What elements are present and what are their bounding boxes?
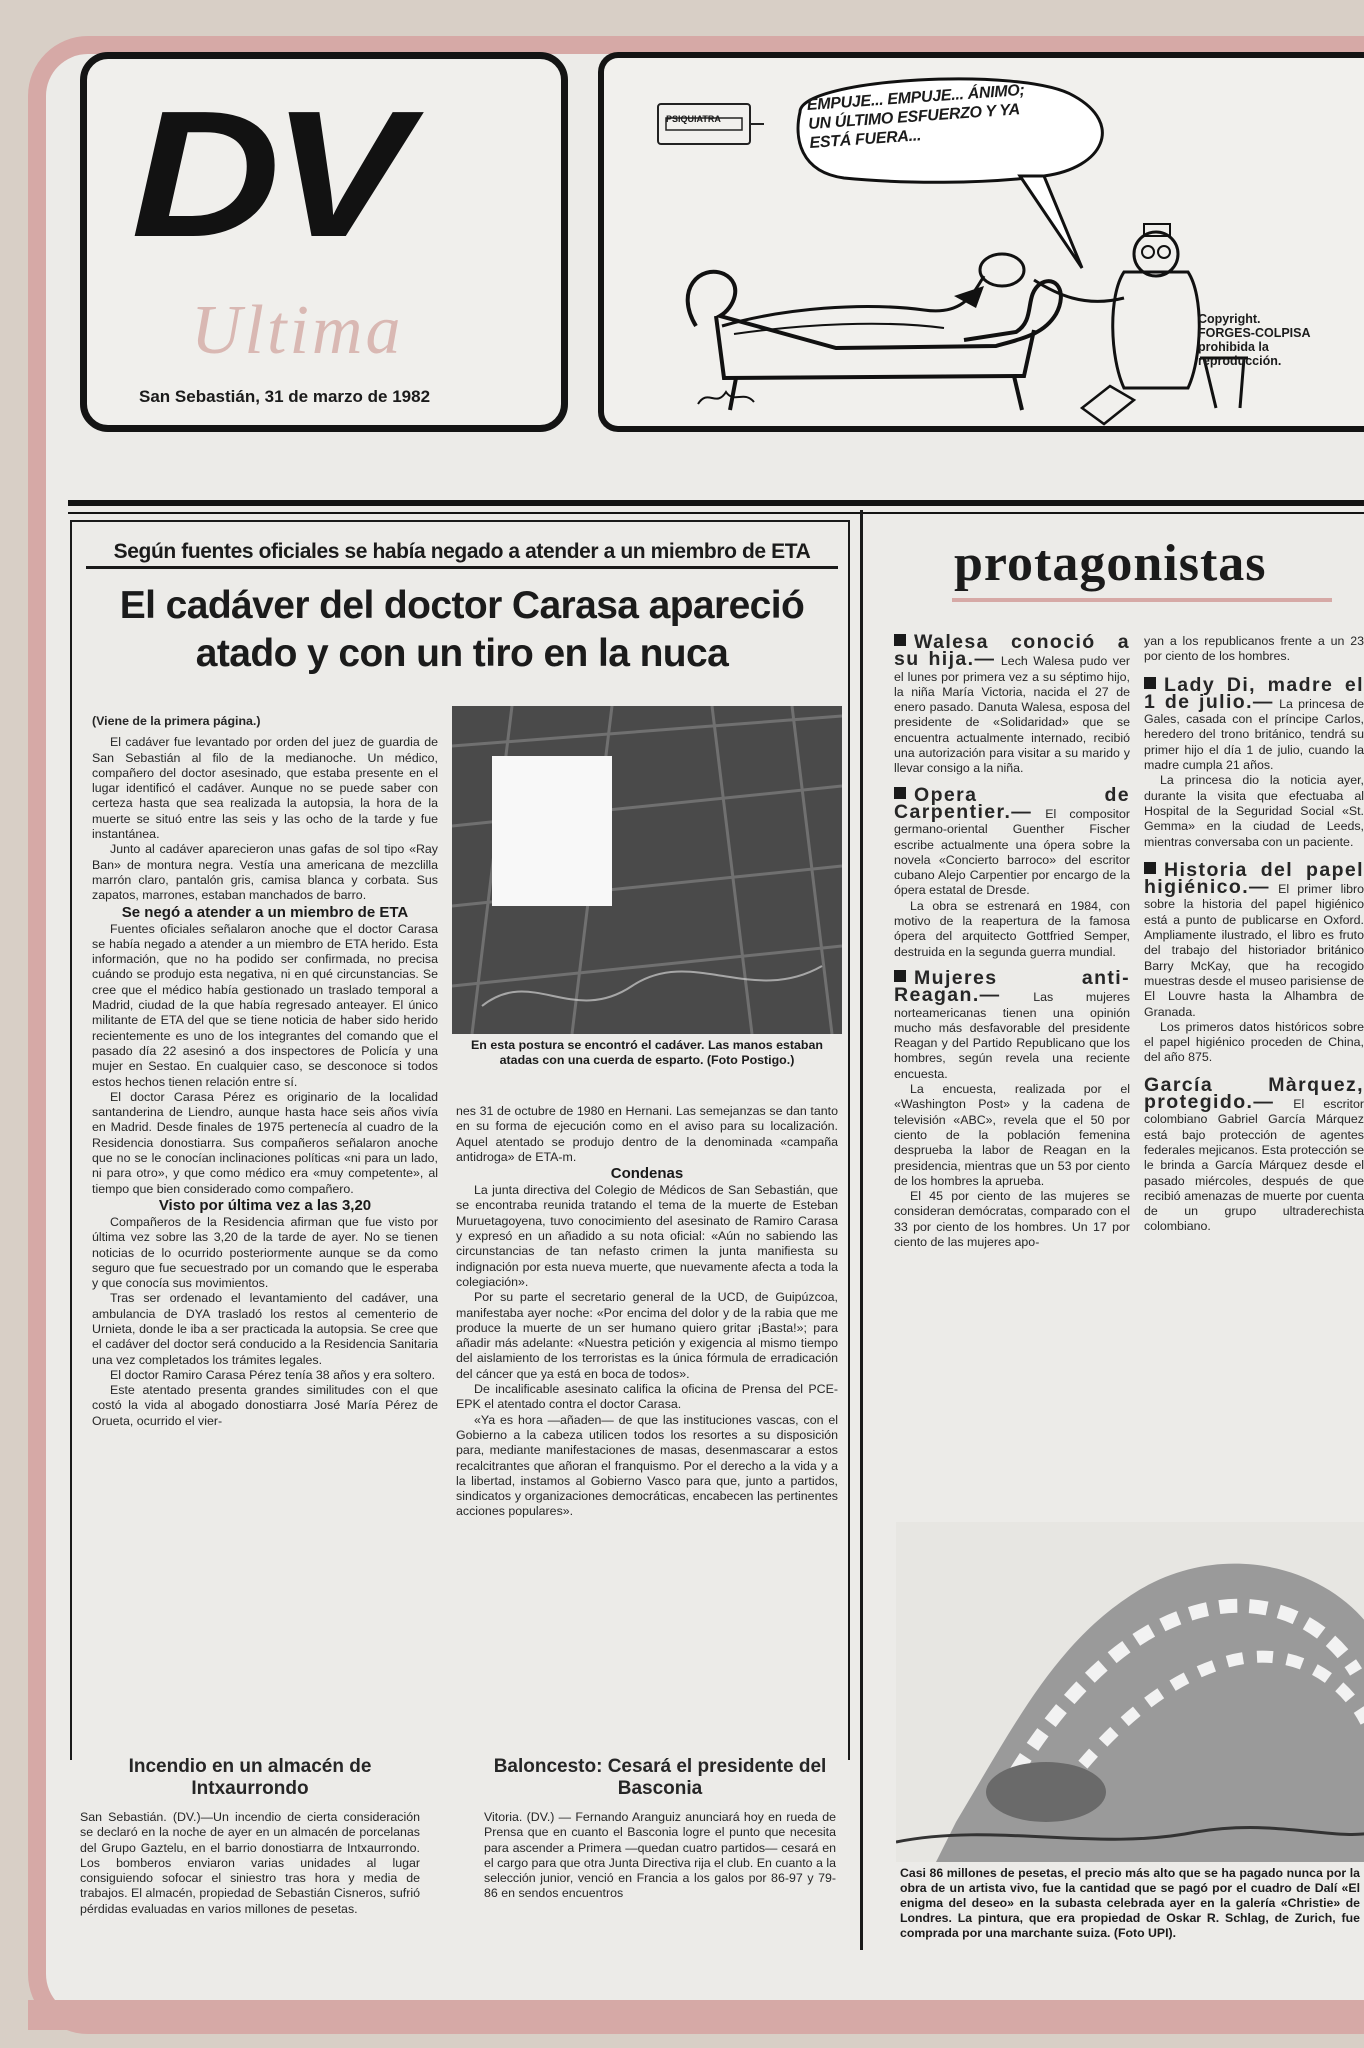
section-rule-thin — [68, 512, 1364, 514]
item-body: Los primeros datos históricos sobre el papel higiénico proceden de China, del año 875. — [1144, 1019, 1364, 1065]
paragraph: nes 31 de octubre de 1980 en Hernani. Las semejanzas se dan tanto en su forma de ejecución como en el aviso para su localización. Aquel atentado se produjo dentro de la denominada «campaña antidroga» de ETA-m. — [456, 1104, 838, 1164]
news-item-garcia-marquez — [1144, 1073, 1364, 1235]
psychiatrist-sign: PSIQUIATRA — [666, 114, 721, 124]
item-title: Opera de Carpentier.— — [894, 783, 1130, 823]
paragraph: El doctor Ramiro Carasa Pérez tenía 38 años y era soltero. — [110, 1367, 436, 1382]
dali-painting-photo — [896, 1522, 1364, 1862]
paragraph: La junta directiva del Colegio de Médicos de San Sebastián, que se encontraba reunida tratando el tema de la muerte de Esteban Muruetagoyena, tuvo conocimiento del asesinato de Ramiro Carasa y expresó en un añadido a su nota oficial: «Aún no sabiendo las circunstancias de tan nefasto crimen la junta manifiesta su indignación por esta nueva muerte, que nuevamente afecta a toda la colegiación». — [456, 1183, 838, 1289]
item-title: Historia del papel higiénico.— — [1144, 858, 1364, 899]
headline-line: atado y con un tiro en la nuca — [195, 632, 729, 675]
news-item-lady-di — [1144, 673, 1364, 774]
paragraph: Tras ser ordenado el levantamiento del cadáver, una ambulancia de DYA trasladó los restos al cementerio de Urnieta, donde le iba a ser practicada la autopsia. Se cree que el cadáver del doctor será conducido a la Residencia Sanitaria una vez completados los trámites legales. — [92, 1291, 438, 1367]
brief-body: Vitoria. (DV.) — Fernando Aranguiz anunciará hoy en rueda de Prensa que en cuanto el Basconia logre el punto que necesita para ascender a Primera —quedan cuatro partidos— cesará en el cargo para que otra Junta Directiva rija el club. En cuanto a la selección junior, venció en Francia a los galos por 86-97 y 79-86 en sendos encuentros — [484, 1810, 836, 1901]
column-divider — [860, 510, 863, 1950]
bullet-icon — [894, 970, 906, 982]
bullet-icon — [1144, 677, 1156, 689]
brief-title: Baloncesto: Cesará el presidente del Basconia — [493, 1756, 827, 1799]
news-item-opera — [894, 783, 1130, 899]
brief-fire — [80, 1756, 420, 1956]
brief-body: San Sebastián. (DV.)—Un incendio de cierta consideración se declaró en la noche de ayer en un almacén de porcelanas del Grupo Gaztelu, en el barrio donostiarra de Intxaurrondo. Los bomberos enviaron varias unidades al lugar consiguiendo sofocar el siniestro tras hora y media de trabajos. El almacén, propiedad de Sebastián Cisneros, sufrió pérdidas evaluadas en varios millones de pesetas. — [80, 1810, 420, 1916]
page-border-bottom — [28, 2000, 1364, 2030]
protagonistas-underline — [952, 598, 1332, 602]
main-article — [70, 520, 850, 1760]
copyright-line: FORGES-COLPISA — [1198, 326, 1311, 340]
item-title: García Màrquez, protegido.— — [1144, 1073, 1364, 1114]
item-body: yan a los republicanos frente a un 23 por ciento de los hombres. — [1144, 634, 1364, 664]
subheading: Visto por última vez a las 3,20 — [158, 1196, 372, 1214]
copyright-line: reproducción. — [1198, 354, 1282, 368]
crime-scene-photo — [452, 706, 842, 1034]
paragraph: El cadáver fue levantado por orden del juez de guardia de San Sebastián al filo de la medianoche. Un médico, compañero del doctor asesinado, que estaba presente en el lugar identificó el cadáver. Aunque no se puede saber con certeza hasta que sea realizada la autopsia, la hora de la muerte se situó entre las seis y las ocho de la tarde y fue instantánea. — [92, 735, 438, 842]
article-column-2 — [456, 1104, 838, 1520]
article-column-1 — [92, 714, 438, 1429]
bullet-icon — [894, 634, 906, 646]
item-title: Lady Di, madre el 1 de julio.— — [1144, 673, 1364, 713]
paragraph: Compañeros de la Residencia afirman que fue visto por última vez sobre las 3,20 de la tarde de ayer. No se tienen noticias de lo ocurrido posteriormente aunque se da como seguro que fue secuestrado por un comando que le esperaba y que conocía sus movimientos. — [92, 1214, 438, 1291]
copyright-line: prohibida la — [1198, 340, 1269, 354]
section-rule — [68, 500, 1364, 506]
protagonistas-title: protagonistas — [954, 535, 1267, 592]
item-body: El escritor colombiano Gabriel García Márquez está bajo protección de agentes federales mejicanos. Esta protección se le brinda a García Márquez desde el pasado miércoles, después de que recibió amenazas de muerte por cuenta de un grupo ultraderechista colombiano. — [1144, 1097, 1364, 1234]
brief-basketball — [484, 1756, 836, 1956]
item-body: La princesa de Gales, casada con el príncipe Carlos, heredero del trono británico, tendrá su primer hijo el día 1 de julio, cuando la madre cumpla 21 años. — [1144, 696, 1364, 773]
item-body: El primer libro sobre la historia del papel higiénico está a punto de publicarse en Oxford. Ampliamente ilustrado, el libro es fruto del trabajo del historiador británico Barry McKay, que ha recogido muestras desde el museo parisiense de El Louvre hasta la Alhambra de Granada. — [1144, 882, 1364, 1019]
headline-line: El cadáver del doctor Carasa apareció — [119, 584, 805, 627]
dateline: San Sebastián, 31 de marzo de 1982 — [139, 387, 431, 406]
photo-caption: En esta postura se encontró el cadáver. Las manos estaban atadas con una cuerda de esparto. (Foto Postigo.) — [471, 1038, 823, 1067]
paragraph: De incalificable asesinato califica la oficina de Prensa del PCE-EPK el atentado contra el doctor Carasa. — [456, 1382, 838, 1412]
paragraph: El doctor Carasa Pérez es originario de la localidad santanderina de Liendro, aunque hasta hace seis años vivía en Madrid. Desde finales de 1975 pertenecía al cuadro de la Residencia donostiarra. Sus compañeros señalaron anoche que no se le conocían inclinaciones políticas «ni para un lado, ni para otro», y que como médico era «muy competente», al tiempo que bien considerado como compañero. — [92, 1089, 438, 1196]
item-body: La obra se estrenará en 1984, con motivo de la reapertura de la famosa ópera del arquitecto Gottfried Semper, destruida en la segunda guerra mundial. — [894, 898, 1130, 959]
subheading: Condenas — [610, 1165, 684, 1183]
item-body: La princesa dio la noticia ayer, durante la visita que efectuaba al Hospital de la Seguridad Social «St. Gemma» en la ciudad de Leeds, mientras conversaba con un paciente. — [1144, 773, 1364, 849]
news-item-papel — [1144, 858, 1364, 1020]
cartoon-copyright — [1198, 312, 1364, 368]
cartoon-speech-bubble: EMPUJE... EMPUJE... ÁNIMO; UN ÚLTIMO ESFUERZO Y YA ESTÁ FUERA... — [806, 81, 1026, 152]
item-body: La encuesta, realizada por el «Washington Post» y la cadena de televisión «ABC», revela que el 50 por ciento de la población femenina desprueba la labor de Reagan en la presidencia, mientras que un 53 por ciento de los hombres la aprueba. — [894, 1082, 1130, 1188]
news-item-walesa — [894, 631, 1130, 777]
from-front-note: (Viene de la primera página.) — [92, 714, 261, 728]
paragraph: Fuentes oficiales señalaron anoche que el doctor Carasa se había negado a atender a un miembro de ETA herido. Esta información, que no ha podido ser confirmada, no precisa cuándo se produjo esta negativa, ni en qué circunstancias. Se cree que el médico había gestionado un traslado temporal a Madrid, ciudad de la que había regresado anteayer. El único militante de ETA del que se tiene noticia de haber sido herido recientemente es uno de los integrantes del comando que el pasado día 22 asesinó a dos inspectores de Policía y una mujer en Sestao. En cualquier caso, se desconoce si todos estos hechos tienen relación entre sí. — [92, 921, 438, 1089]
article-kicker: Según fuentes oficiales se había negado a atender a un miembro de ETA — [86, 540, 838, 569]
item-body: Las mujeres norteamericanas tienen una opinión mucho más desfavorable del presidente Reagan y del Partido Republicano que los hombres, según revela una reciente encuesta. — [894, 990, 1130, 1081]
masthead-logo: DV — [131, 74, 401, 275]
item-title: Walesa conoció a su hija.— — [894, 631, 1130, 671]
article-headline — [92, 582, 832, 678]
item-title: Mujeres anti-Reagan.— — [894, 966, 1130, 1007]
painting-illustration — [896, 1522, 1364, 1862]
item-body: Lech Walesa pudo ver el lunes por primera vez a su séptimo hijo, la niña María Victoria, nacida el 27 de enero pasado. Danuta Walesa, esposa del presidente de «Solidaridad» que se encuentra actualmente internado, recibió una autorización para visitar a su marido y llevar consigo a la niña. — [894, 654, 1130, 776]
photo-texture — [452, 706, 842, 1034]
subheading: Se negó a atender a un miembro de ETA — [121, 903, 409, 921]
protagonistas-column-1 — [894, 631, 1130, 1250]
item-body: El compositor germano-oriental Guenther Fischer escribe actualmente una ópera sobre la novela «Concierto barroco» del escritor cubano Alejo Carpentier por encargo de la ópera estatal de Dresde. — [894, 806, 1130, 898]
paragraph: Por su parte el secretario general de la UCD, de Guipúzcoa, manifestaba ayer noche: «Por encima del dolor y de la rabia que me produce la muerte de un ser humano quiero gritar ¡Basta!»; para añadir más adelante: «Nuestra petición y exigencia al mismo tiempo del aislamiento de los terroristas es la única fórmula de erradicación del cáncer que ya está en boca de todos». — [456, 1290, 838, 1381]
bullet-icon — [894, 787, 906, 799]
protagonistas-column-2 — [1144, 634, 1364, 1235]
section-name: Ultima — [191, 292, 404, 369]
news-item-reagan — [894, 966, 1130, 1082]
cartoon — [598, 52, 1364, 432]
paragraph: Este atentado presenta grandes similitudes con el que costó la vida al abogado donostiarra José María Pérez de Orueta, ocurrido el vier- — [92, 1383, 438, 1428]
dali-caption: Casi 86 millones de pesetas, el precio más alto que se ha pagado nunca por la obra de un artista vivo, fue la cantidad que se pagó por el cuadro de Dalí «El enigma del deseo» en la subasta celebrada ayer en la galería «Christie» de Londres. La pintura, que era propiedad de Oskar R. Schlag, de Zurich, fue comprada por una marchante suiza. (Foto UPI). — [900, 1866, 1360, 1940]
item-body: El 45 por ciento de las mujeres se consideran demócratas, comparado con el 33 por ciento de los hombres. Un 17 por ciento de las mujeres apo- — [894, 1189, 1130, 1249]
brief-title: Incendio en un almacén de Intxaurrondo — [128, 1756, 372, 1799]
paragraph: Junto al cadáver aparecieron unas gafas de sol tipo «Ray Ban» de montura negra. Vestía una americana de mezclilla marrón claro, pantalón gris, camisa blanca y corbata. Sus zapatos, marrones, estaban manchados de barro. — [92, 842, 438, 903]
paragraph: «Ya es hora —añaden— de que las instituciones vascas, con el Gobierno a la cabeza utilicen todos los resortes a su disposición para, mediante manifestaciones de masas, desenmascarar a estos recalcitrantes que añoran el franquismo. Por el derecho a la vida y a la libertad, instamos al Gobierno Vasco para que, junto a partidos, sindicatos y organizaciones democráticas, encabecen las pertinentes acciones populares». — [456, 1412, 838, 1519]
copyright-line: Copyright. — [1198, 312, 1261, 326]
masthead — [80, 52, 568, 432]
bullet-icon — [1144, 862, 1156, 874]
